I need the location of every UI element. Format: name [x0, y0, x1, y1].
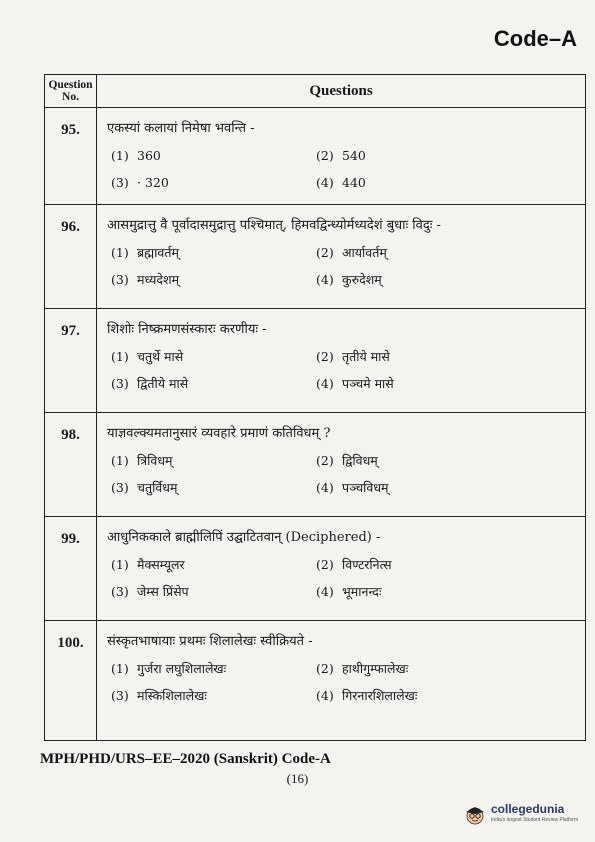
option-item	[312, 376, 577, 392]
option-item	[312, 584, 577, 600]
option-number: (2)	[316, 148, 334, 163]
question-row	[45, 108, 586, 205]
option-text: गिरनारशिलालेखः	[342, 688, 418, 703]
option-number: (3)	[111, 376, 129, 391]
question-cell	[97, 413, 586, 517]
option-text: चतुर्थे मासे	[137, 349, 184, 364]
options-grid	[107, 557, 577, 600]
watermark-logo	[463, 804, 578, 826]
option-number: (3)	[111, 584, 129, 599]
option-item	[107, 688, 312, 704]
option-item	[107, 376, 312, 392]
option-text: आर्यावर्तम्	[342, 245, 387, 260]
options-grid	[107, 349, 577, 392]
option-item	[107, 175, 312, 191]
option-item	[312, 688, 577, 704]
option-number: (4)	[316, 584, 334, 599]
page-number: (16)	[286, 771, 309, 786]
question-number: 100.	[45, 621, 97, 741]
option-item	[107, 661, 312, 677]
option-number: (2)	[316, 661, 334, 676]
option-item	[312, 557, 577, 573]
question-cell	[97, 517, 586, 621]
option-number: (1)	[111, 557, 129, 572]
option-number: (1)	[111, 661, 129, 676]
mascot-icon	[463, 805, 487, 825]
option-text: पञ्चविधम्	[342, 480, 389, 495]
question-row	[45, 621, 586, 741]
option-number: (4)	[316, 376, 334, 391]
option-text: 540	[342, 148, 366, 163]
question-cell	[97, 205, 586, 309]
option-number: (3)	[111, 688, 129, 703]
option-text: पञ्चमे मासे	[342, 376, 394, 391]
question-row	[45, 309, 586, 413]
paper-code: Code–A	[493, 26, 577, 51]
option-number: (3)	[111, 480, 129, 495]
question-number: 99.	[45, 517, 97, 621]
option-text: भूमानन्दः	[342, 584, 382, 599]
option-text: विण्टरनित्स	[342, 557, 392, 572]
question-text: एकस्यां कलायां निमेषा भवन्ति -	[107, 121, 255, 136]
footer-code: MPH/PHD/URS–EE–2020 (Sanskrit) Code-A	[40, 751, 331, 767]
question-text: आसमुद्रात्तु वै पूर्वादासमुद्रात्तु पश्चिमात्, हिमवद्विन्ध्योर्मध्यदेशं बुधाः विदुः -	[107, 218, 441, 233]
option-number: (2)	[316, 557, 334, 572]
watermark-name: collegedunia	[491, 802, 565, 816]
option-item	[107, 584, 312, 600]
options-grid	[107, 245, 577, 288]
option-text: गुर्जरा लघुशिलालेखः	[137, 661, 227, 676]
question-row	[45, 413, 586, 517]
option-item	[312, 453, 577, 469]
option-text: त्रिविधम्	[137, 453, 173, 468]
option-item	[107, 480, 312, 496]
option-text: 360	[137, 148, 161, 163]
option-number: (4)	[316, 272, 334, 287]
option-text: ब्रह्मावर्तम्	[137, 245, 179, 260]
option-number: (2)	[316, 349, 334, 364]
question-number: 98.	[45, 413, 97, 517]
option-number: (1)	[111, 148, 129, 163]
question-number: 95.	[45, 108, 97, 205]
watermark-tagline: India's largest Student Review Platform	[491, 817, 579, 823]
option-item	[107, 148, 312, 164]
option-number: (4)	[316, 688, 334, 703]
option-number: (3)	[111, 175, 129, 190]
option-item	[107, 557, 312, 573]
option-number: (1)	[111, 453, 129, 468]
header-question-no: Question No.	[45, 75, 97, 108]
question-number: 97.	[45, 309, 97, 413]
option-item	[107, 349, 312, 365]
option-item	[107, 453, 312, 469]
question-text: आधुनिककाले ब्राह्मीलिपिं उद्घाटितवान् (Deciphered) -	[107, 530, 381, 545]
option-text: हाथीगुम्फालेखः	[342, 661, 409, 676]
option-item	[312, 272, 577, 288]
option-text: तृतीये मासे	[342, 349, 390, 364]
option-text: चतुर्विधम्	[137, 480, 178, 495]
question-table	[44, 74, 586, 741]
option-item	[107, 245, 312, 261]
option-item	[107, 272, 312, 288]
question-text: शिशोः निष्क्रमणसंस्कारः करणीयः -	[107, 322, 267, 337]
option-text: · 320	[137, 175, 169, 190]
question-cell	[97, 108, 586, 205]
option-text: कुरुदेशम्	[342, 272, 382, 287]
option-number: (1)	[111, 245, 129, 260]
question-text: संस्कृतभाषायाः प्रथमः शिलालेखः स्वीक्रियते -	[107, 634, 313, 649]
option-item	[312, 661, 577, 677]
question-number: 96.	[45, 205, 97, 309]
options-grid	[107, 661, 577, 704]
question-row	[45, 517, 586, 621]
option-item	[312, 349, 577, 365]
option-number: (1)	[111, 349, 129, 364]
options-grid	[107, 453, 577, 496]
option-item	[312, 175, 577, 191]
option-text: मस्किशिलालेखः	[137, 688, 207, 703]
options-grid	[107, 148, 577, 191]
option-item	[312, 148, 577, 164]
option-text: द्वितीये मासे	[137, 376, 189, 391]
question-row	[45, 205, 586, 309]
option-text: मैक्सम्यूलर	[137, 557, 185, 572]
option-text: 440	[342, 175, 366, 190]
option-number: (4)	[316, 480, 334, 495]
header-questions: Questions	[97, 75, 586, 108]
option-number: (4)	[316, 175, 334, 190]
option-number: (3)	[111, 272, 129, 287]
option-number: (2)	[316, 453, 334, 468]
table-header-row	[45, 75, 586, 108]
option-text: द्विविधम्	[342, 453, 378, 468]
option-item	[312, 480, 577, 496]
option-item	[312, 245, 577, 261]
option-number: (2)	[316, 245, 334, 260]
option-text: जेम्स प्रिंसेप	[137, 584, 189, 599]
question-cell	[97, 621, 586, 741]
question-text: याज्ञवल्क्यमतानुसारं व्यवहारे प्रमाणं कतिविधम् ?	[107, 426, 331, 441]
question-cell	[97, 309, 586, 413]
option-text: मध्यदेशम्	[137, 272, 180, 287]
